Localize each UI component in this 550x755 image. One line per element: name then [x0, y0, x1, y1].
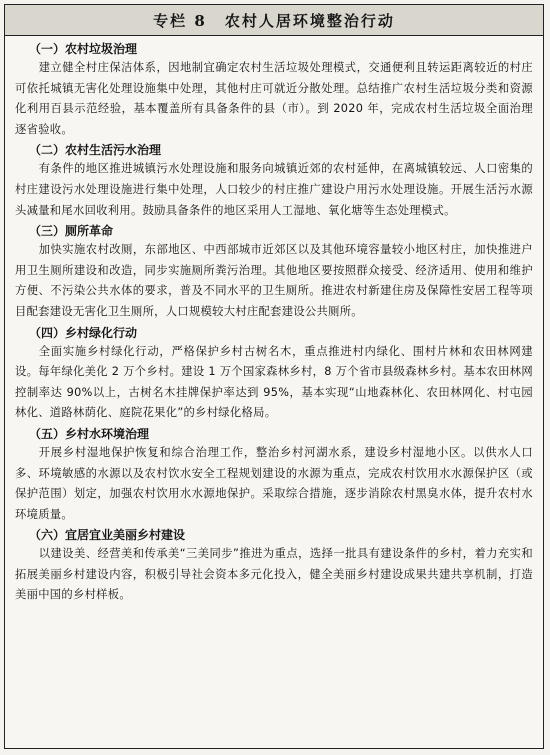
section-body: 以建设美、经营美和传承美“三美同步”推进为重点，选择一批具有建设条件的乡村，着力充实和拓展美丽乡村建设内容，积极引导社会资本多元化投入，健全美丽乡村建设成果共建共享机制，打造美丽中国的乡村样板。 — [15, 547, 533, 602]
section-title: （二）农村生活污水治理 — [29, 143, 162, 158]
section-body: 全面实施乡村绿化行动，严格保护乡村古树名木，重点推进村内绿化、围村片林和农田林网建设。每年绿化美化 2 万个乡村。建设 1 万个国家森林乡村，8 万个省市县级森林乡村。基本农田林网控制率达 90%以上，古树名木挂牌保护率达到 95%，基本实现“山地森林化、农田林网化、村屯园林化、道路林荫化、庭院花果化”的乡村绿化格局。 — [15, 344, 533, 420]
document-box — [4, 4, 544, 749]
column-label: 专栏 8 — [153, 11, 207, 30]
section-body: 加快实施农村改厕，东部地区、中西部城市近郊区以及其他环境容量较小地区村庄，加快推进户用卫生厕所建设和改造，同步实施厕所粪污治理。其他地区要按照群众接受、经济适用、使用和维护方便、不污染公共水体的要求，普及不同水平的卫生厕所。推进农村新建住房及保障性安居工程等项目配套建设无害化卫生厕所，人口规模较大村庄配套建设公共厕所。 — [15, 243, 533, 318]
section-title: （四）乡村绿化行动 — [29, 325, 138, 340]
section-title: （五）乡村水环境治理 — [29, 426, 150, 441]
section-title: （一）农村垃圾治理 — [29, 42, 138, 56]
section-title: （六）宜居宜业美丽乡村建设 — [29, 528, 186, 543]
section-garbage — [15, 41, 533, 140]
section-sewage — [15, 142, 533, 221]
section-water — [15, 426, 533, 525]
section-body: 开展乡村湿地保护恢复和综合治理工作，整治乡村河湖水系，建设乡村湿地小区。以供水人口多、环境敏感的水源以及农村饮水安全工程规划建设的水源为重点，完成农村饮用水水源保护区（或保护范围）划定，加强农村饮用水水源地保护。采取综合措施，逐步消除农村黑臭水体，提升农村水环境质量。 — [15, 445, 533, 521]
section-beautiful-village — [15, 527, 533, 606]
document-content — [5, 36, 543, 606]
section-body: 建立健全村庄保洁体系，因地制宜确定农村生活垃圾处理模式，交通便利且转运距离较近的村庄可依托城镇无害化处理设施集中处理，其他村庄可就近分散处理。总结推广农村生活垃圾分类和资源化利用百县示范经验，基本覆盖所有具备条件的县（市）。到 2020 年，完成农村生活垃圾全面治理逐省验收。 — [15, 61, 533, 136]
section-title: （三）厕所革命 — [29, 224, 114, 239]
section-greening — [15, 325, 533, 424]
section-body: 有条件的地区推进城镇污水处理设施和服务向城镇近郊的农村延伸，在离城镇较远、人口密集的村庄建设污水处理设施进行集中处理，人口较少的村庄推广建设户用污水处理设施。开展生活污水源头减量和尾水回收利用。鼓励具备条件的地区采用人工湿地、氧化塘等生态处理模式。 — [15, 162, 533, 217]
column-header — [5, 5, 543, 36]
section-toilet — [15, 223, 533, 322]
column-title: 农村人居环境整治行动 — [224, 11, 395, 30]
